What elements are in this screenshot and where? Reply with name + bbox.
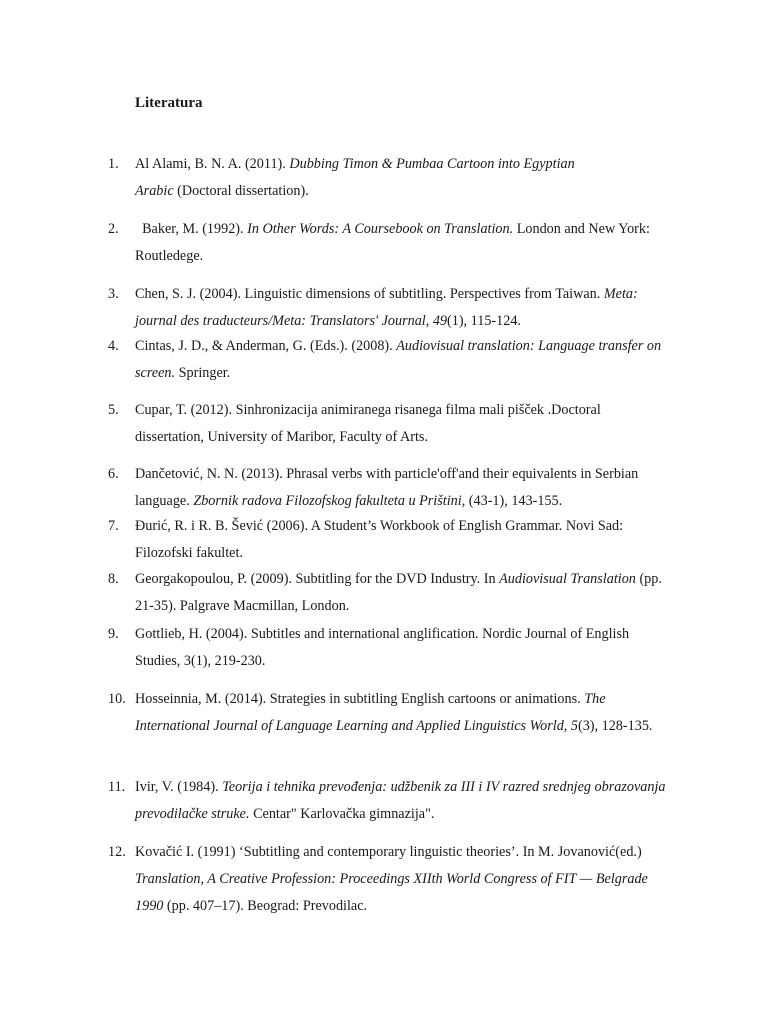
reference-title-italic: Arabic (135, 183, 174, 199)
reference-title-italic: Teorija i tehnika prevođenja: udžbenik za III i IV razred srednjeg obrazovanja prevodilačke struke. (135, 779, 666, 822)
reference-entry (108, 513, 668, 567)
reference-text-segment: Dančetović, N. N. (2013). Phrasal verbs with particle'off'and their equivalents in Serbian language. (135, 466, 639, 509)
reference-entry (108, 281, 668, 335)
reference-entry (108, 151, 668, 205)
reference-text (135, 281, 668, 335)
reference-text (135, 333, 668, 387)
reference-text (135, 397, 668, 451)
reference-number: 6. (108, 466, 119, 482)
reference-text (135, 461, 668, 515)
reference-text (135, 774, 668, 828)
reference-entry (108, 397, 668, 451)
reference-title-italic: Audiovisual translation: Language transfer on screen. (135, 338, 662, 381)
reference-text-segment: Cupar, T. (2012). Sinhronizacija animiranega risanega filma mali pišček .Doctoral dissertation, University of Maribor, Faculty of Arts. (135, 402, 601, 445)
reference-text (135, 839, 668, 920)
reference-number: 8. (108, 571, 119, 587)
reference-number: 12. (108, 844, 126, 860)
reference-number: 9. (108, 626, 119, 642)
reference-number: 5. (108, 402, 119, 418)
reference-text (135, 621, 668, 675)
reference-text (135, 513, 668, 567)
reference-title-italic: The International Journal of Language Learning and Applied Linguistics World (135, 691, 606, 734)
reference-title-italic: 5 (570, 718, 578, 734)
reference-entry (108, 621, 668, 675)
reference-text-segment: Gottlieb, H. (2004). Subtitles and international anglification. Nordic Journal of English Studies, 3(1), 219-230. (135, 626, 630, 669)
reference-title-italic: Zbornik radova Filozofskog fakulteta u Prištini (193, 493, 462, 509)
reference-text-segment: Ivir, V. (1984). (135, 779, 223, 795)
reference-number: 7. (108, 518, 119, 534)
reference-text (135, 686, 668, 740)
reference-text-segment: Đurić, R. i R. B. Šević (2006). A Student’s Workbook of English Grammar. Novi Sad: Filozofski fakultet. (135, 518, 624, 561)
reference-entry (108, 686, 668, 740)
reference-text-segment: Kovačić I. (1991) ‘Subtitling and contemporary linguistic theories’. In M. Jovanović(ed.) (135, 844, 642, 860)
reference-text-segment: Centar" Karlovačka gimnazija". (249, 806, 435, 822)
reference-entry (108, 566, 668, 620)
reference-text-segment: Hosseinnia, M. (2014). Strategies in subtitling English cartoons or animations. (135, 691, 585, 707)
reference-text-segment: Springer. (175, 365, 231, 381)
reference-title-italic: In Other Words: A Coursebook on Translation. (247, 221, 514, 237)
reference-entry (108, 333, 668, 387)
reference-entry (108, 216, 668, 270)
reference-number: 3. (108, 286, 119, 302)
page-title: Literatura (135, 95, 203, 111)
reference-number: 10. (108, 691, 126, 707)
reference-entry (108, 774, 668, 828)
reference-text-segment: (pp. 21-35). Palgrave Macmillan, London. (135, 571, 662, 614)
reference-title-italic: 49 (432, 313, 448, 329)
reference-text-segment: Chen, S. J. (2004). Linguistic dimensions of subtitling. Perspectives from Taiwan. (135, 286, 604, 302)
reference-text (135, 151, 668, 205)
reference-number: 4. (108, 338, 119, 354)
reference-text-segment: (Doctoral dissertation). (173, 183, 309, 199)
reference-text-segment: Cintas, J. D., & Anderman, G. (Eds.). (2008). (135, 338, 397, 354)
reference-number: 11. (108, 779, 126, 795)
reference-text-segment: (3), 128-135. (577, 718, 653, 734)
reference-number: 1. (108, 156, 119, 172)
reference-text (135, 216, 668, 270)
reference-text-segment: , (425, 313, 433, 329)
reference-text-segment: , (563, 718, 571, 734)
reference-text (135, 566, 668, 620)
reference-entry (108, 839, 668, 920)
reference-text-segment: (pp. 407–17). Beograd: Prevodilac. (163, 898, 368, 914)
reference-text-segment: Georgakopoulou, P. (2009). Subtitling for the DVD Industry. In (135, 571, 500, 587)
reference-text-segment: , (43-1), 143-155. (461, 493, 563, 509)
reference-text-segment: Baker, M. (1992). (135, 221, 248, 237)
reference-text-segment: London and New York: Routledege. (135, 221, 650, 264)
reference-title-italic: Dubbing Timon & Pumbaa Cartoon into Egyptian (289, 156, 575, 172)
reference-title-italic: Meta: journal des traducteurs/Meta: Translators' Journal (135, 286, 638, 329)
reference-number: 2. (108, 221, 119, 237)
reference-title-italic: Translation, A Creative Profession: Proceedings XIIth World Congress of FIT — Belgrade 1990 (135, 871, 648, 914)
reference-text-segment: (1), 115-124. (447, 313, 521, 329)
reference-entry (108, 461, 668, 515)
reference-text-segment: Al Alami, B. N. A. (2011). (135, 156, 290, 172)
reference-title-italic: Audiovisual Translation (499, 571, 636, 587)
